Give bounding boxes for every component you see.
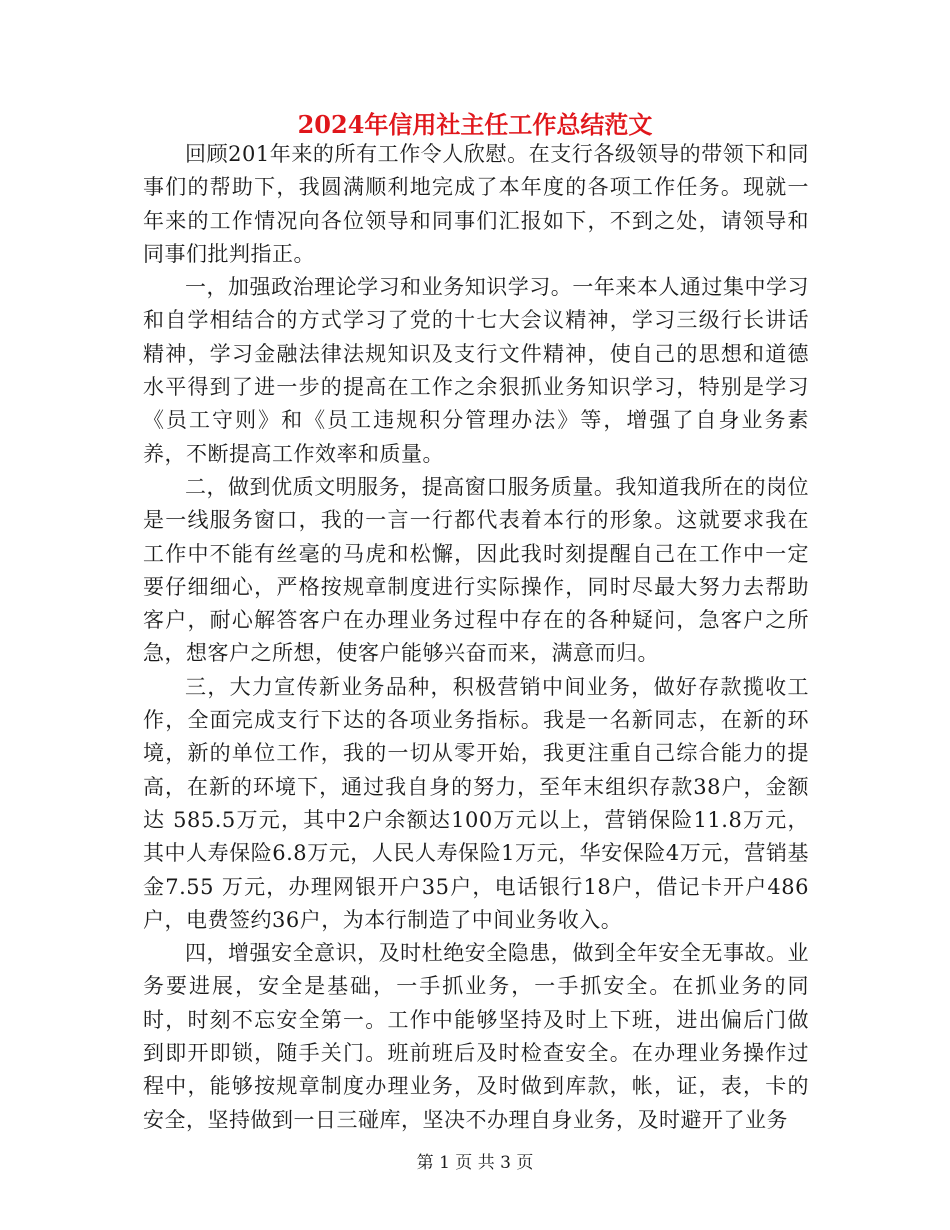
page-footer: 第 1 页 共 3 页 (416, 1153, 534, 1173)
paragraph-intro: 回顾201年来的所有工作令人欣慰。在支行各级领导的带领下和同事们的帮助下，我圆满顺利地完成了本年度的各项工作任务。现就一年来的工作情况向各位领导和同事们汇报如下，不到之处，请领导和同事们批判指正。 (143, 142, 809, 266)
document-title: 2024年信用社主任工作总结范文 (297, 110, 653, 139)
paragraph-section-3: 三，大力宣传新业务品种，积极营销中间业务，做好存款揽收工作，全面完成支行下达的各项业务指标。我是一名新同志，在新的环境，新的单位工作，我的一切从零开始，我更注重自己综合能力的提高，在新的环境下，通过我自身的努力，至年末组织存款38户，金额达 585.5万元，其中2户余额达100万元以上，营销保险11.8万元，其中人寿保险6.8万元，人民人寿保险1万元，华安保险4万元，营销基金7.55 万元，办理网银开户35户，电话银行18户，借记卡开户486户，电费签约36户，为本行制造了中间业务收入。 (143, 674, 809, 932)
paragraph-section-1: 一，加强政治理论学习和业务知识学习。一年来本人通过集中学习和自学相结合的方式学习了党的十七大会议精神，学习三级行长讲话精神，学习金融法律法规知识及支行文件精神，使自己的思想和道德水平得到了进一步的提高在工作之余狠抓业务知识学习，特别是学习《员工守则》和《员工违规积分管理办法》等，增强了自身业务素养，不断提高工作效率和质量。 (143, 275, 809, 466)
document-body (143, 138, 809, 1137)
paragraph-section-4: 四，增强安全意识，及时杜绝安全隐患，做到全年安全无事故。业务要进展，安全是基础，一手抓业务，一手抓安全。在抓业务的同时，时刻不忘安全第一。工作中能够坚持及时上下班，进出偏后门做到即开即锁，随手关门。班前班后及时检查安全。在办理业务操作过程中，能够按规章制度办理业务，及时做到库款，帐，证，表，卡的安全，坚持做到一日三碰库，坚决不办理自身业务，及时避开了业务 (143, 941, 809, 1132)
paragraph-section-2: 二，做到优质文明服务，提高窗口服务质量。我知道我所在的岗位是一线服务窗口，我的一言一行都代表着本行的形象。这就要求我在工作中不能有丝毫的马虎和松懈，因此我时刻提醒自己在工作中一定要仔细细心，严格按规章制度进行实际操作，同时尽最大努力去帮助客户，耐心解答客户在办理业务过程中存在的各种疑问，急客户之所急，想客户之所想，使客户能够兴奋而来，满意而归。 (143, 474, 809, 666)
